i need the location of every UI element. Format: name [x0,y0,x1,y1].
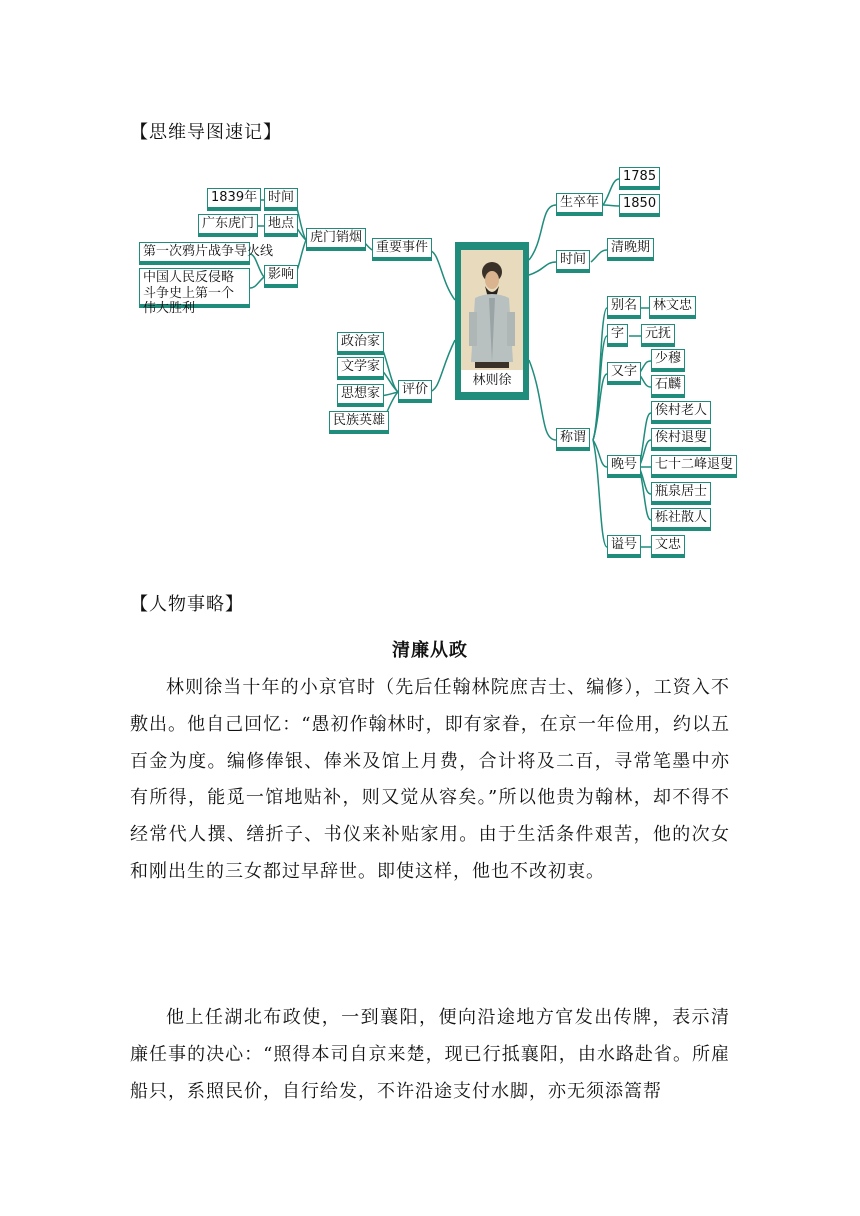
impact-2-node: 中国人民反侵略斗争史上第一个伟大胜利 [139,268,250,308]
alias-value-node: 林文忠 [649,296,696,319]
time-value-node: 1839年 [207,188,261,211]
humen-node: 虎门销烟 [306,228,366,251]
article-paragraph-1: 林则徐当十年的小京官时（先后任翰林院庶吉士、编修），工资入不敷出。他自己回忆：“愚初作翰林时，即有家眷，在京一年俭用，约以五百金为度。编修俸银、俸米及馆上月费，合计将及二百，寻常笔墨中亦有所得，能觅一馆地贴补，则又觉从容矣。”所以他贵为翰林，却不得不经常代人撰、缮折子、书仪来补贴家用。由于生活条件艰苦，他的次女和刚出生的三女都过早辞世。即使这样，他也不改初衷。 [130,677,730,882]
profile-heading: 【人物事略】 [130,594,244,615]
article-title: 清廉从政 [392,640,468,661]
center-name: 林则徐 [461,370,523,392]
place-label-node: 地点 [264,214,298,237]
mindmap-heading: 【思维导图速记】 [130,122,282,143]
zi-label-node: 字 [607,324,628,347]
mind-map [0,0,860,580]
eval-item: 民族英雄 [329,411,389,434]
place-value-node: 广东虎门 [198,214,258,237]
hao-label-node: 晚号 [607,455,641,478]
eval-item: 文学家 [337,357,384,380]
alt-zi-value: 石麟 [651,375,685,398]
era-node: 时间 [556,250,590,273]
birth-node: 1785 [619,167,660,190]
article-paragraph-2: 他上任湖北布政使，一到襄阳，便向沿途地方官发出传牌，表示清廉任事的决心：“照得本司自京来楚，现已行抵襄阳，由水路赴省。所雇船只，系照民价，自行给发，不许沿途支付水脚，亦无须添篙帮 [130,1007,730,1102]
alt-zi-value: 少穆 [651,349,685,372]
center-node [455,242,529,400]
hao-value: 瓶泉居士 [651,482,711,505]
eval-item: 政治家 [337,332,384,355]
hao-value: 七十二峰退叟 [651,455,737,478]
death-node: 1850 [619,194,660,217]
hao-value: 俟村老人 [651,401,711,424]
mind-map-connectors [0,0,860,580]
life-node: 生卒年 [556,193,603,216]
era-value-node: 清晚期 [607,238,654,261]
events-node: 重要事件 [372,238,432,261]
zi-value-node: 元抚 [641,324,675,347]
impact-label-node: 影响 [264,265,298,288]
time-label-node: 时间 [264,188,298,211]
portrait-image [461,250,523,370]
eval-item: 思想家 [337,384,384,407]
alt-zi-label-node: 又字 [607,362,641,385]
evaluation-node: 评价 [398,380,432,403]
shi-value-node: 文忠 [651,535,685,558]
titles-node: 称谓 [556,428,590,451]
hao-value: 俟村退叟 [651,428,711,451]
hao-value: 栎社散人 [651,508,711,531]
impact-1-node: 第一次鸦片战争导火线 [139,242,250,265]
alias-label-node: 别名 [607,296,641,319]
shi-label-node: 谥号 [607,535,641,558]
